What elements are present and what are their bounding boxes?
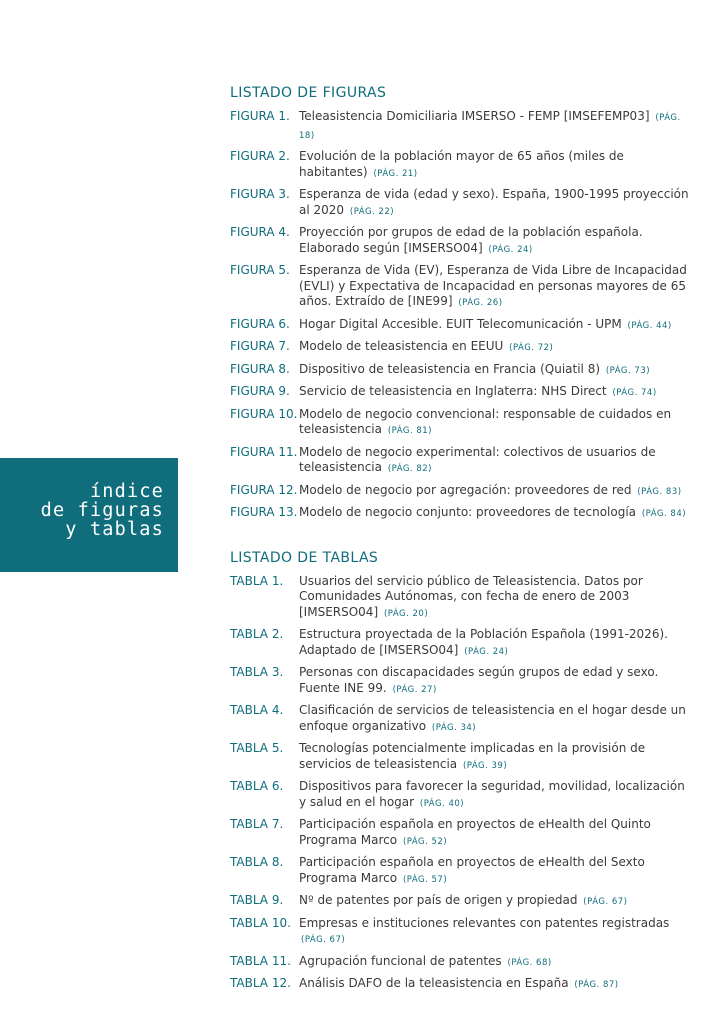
- tables-heading: LISTADO DE TABLAS: [230, 549, 379, 566]
- figure-entry-page-ref: (PÁG. 82): [387, 464, 432, 474]
- figure-entry-caption: [299, 317, 690, 335]
- figure-entry-label: FIGURA 11.: [230, 444, 298, 459]
- table-entry-page-ref: (PÁG. 68): [507, 957, 552, 968]
- figure-entry: [230, 317, 690, 335]
- table-entry-caption: [299, 574, 690, 623]
- figure-entry-page-ref: (PÁG. 18): [299, 113, 681, 141]
- figure-entry-text: Modelo de negocio convencional: responsable de cuidados en teleasistencia: [299, 406, 672, 436]
- table-entry: [230, 741, 690, 774]
- figure-entry-label: FIGURA 10.: [230, 406, 298, 421]
- figures-heading: LISTADO DE FIGURAS: [230, 85, 387, 101]
- table-entry-caption: [299, 976, 690, 994]
- figure-entry-caption: [299, 339, 690, 357]
- figure-entry-caption: [299, 225, 690, 258]
- figure-entry-label: FIGURA 9.: [230, 384, 290, 398]
- index-content: [230, 84, 690, 999]
- figure-entry: [230, 445, 690, 478]
- figure-entry-page-ref: (PÁG. 21): [373, 168, 418, 179]
- table-entry: [230, 817, 690, 850]
- table-entry-caption: [299, 665, 690, 698]
- figure-entry-label: FIGURA 6.: [230, 316, 290, 331]
- figure-entry-label: FIGURA 5.: [230, 263, 290, 277]
- table-entry-label: TABLA 6.: [230, 779, 284, 793]
- table-entry-page-ref: (PÁG. 57): [402, 874, 448, 885]
- figure-entry-text: Hogar Digital Accesible. EUIT Telecomunicación - UPM: [299, 316, 622, 331]
- figures-list: [230, 109, 690, 523]
- table-entry-caption: [299, 855, 690, 888]
- table-entry-text: Estructura proyectada de la Población Española (1991-2026). Adaptado de [IMSERSO04]: [299, 627, 668, 657]
- figure-entry-page-ref: (PÁG. 74): [612, 388, 657, 398]
- figure-entry: [230, 149, 690, 182]
- section-title-line: índice: [89, 481, 164, 502]
- figure-entry-page-ref: (PÁG. 83): [637, 486, 682, 497]
- figure-entry-text: Esperanza de Vida (EV), Esperanza de Vida Libre de Incapacidad (EVLI) y Expectativa de Incapacidad en personas mayores de 65 años. Extraído de [INE99]: [299, 263, 687, 308]
- table-entry-page-ref: (PÁG. 34): [431, 722, 477, 733]
- figure-entry: [230, 225, 690, 258]
- table-entry-page-ref: (PÁG. 40): [419, 798, 465, 809]
- table-entry: [230, 916, 690, 949]
- figures-section: [230, 84, 690, 523]
- figure-entry-page-ref: (PÁG. 81): [387, 426, 432, 436]
- figure-entry-caption: [299, 445, 690, 478]
- table-entry-label: TABLA 8.: [230, 855, 284, 869]
- table-entry-label: TABLA 3.: [230, 665, 284, 679]
- figure-entry-text: Evolución de la población mayor de 65 años (miles de habitantes): [299, 149, 624, 179]
- figure-entry-label: FIGURA 2.: [230, 149, 290, 163]
- figure-entry-label: FIGURA 3.: [230, 187, 290, 201]
- figure-entry-caption: [299, 407, 690, 440]
- figure-entry-page-ref: (PÁG. 24): [488, 244, 533, 255]
- table-entry-text: Tecnologías potencialmente implicadas en la provisión de servicios de teleasistencia: [299, 741, 646, 771]
- figure-entry-label: FIGURA 12.: [230, 482, 298, 497]
- table-entry: [230, 779, 690, 812]
- table-entry-page-ref: (PÁG. 67): [301, 935, 346, 945]
- section-title-line: de figuras: [40, 500, 164, 521]
- figure-entry-text: Esperanza de vida (edad y sexo). España, 1900-1995 proyección al 2020: [299, 187, 689, 217]
- figure-entry-page-ref: (PÁG. 72): [509, 343, 554, 353]
- table-entry-page-ref: (PÁG. 20): [383, 608, 429, 619]
- table-entry: [230, 665, 690, 698]
- table-entry-label: TABLA 12.: [230, 976, 291, 990]
- figure-entry-label: FIGURA 4.: [230, 225, 290, 239]
- table-entry-page-ref: (PÁG. 27): [392, 684, 437, 695]
- table-entry-text: Participación española en proyectos de eHealth del Quinto Programa Marco: [299, 817, 651, 847]
- figure-entry-text: Servicio de teleasistencia en Inglaterra: NHS Direct: [299, 384, 607, 398]
- table-entry: [230, 855, 690, 888]
- figure-entry: [230, 407, 690, 440]
- tables-list: [230, 574, 690, 994]
- table-entry-label: TABLA 10.: [230, 915, 291, 930]
- table-entry-page-ref: (PÁG. 87): [574, 980, 619, 990]
- table-entry-text: Clasificación de servicios de teleasistencia en el hogar desde un enfoque organizativo: [299, 703, 686, 733]
- table-entry: [230, 976, 690, 994]
- table-entry-caption: [299, 893, 690, 911]
- table-entry-caption: [299, 779, 690, 812]
- table-entry: [230, 954, 690, 972]
- figure-entry-label: FIGURA 7.: [230, 339, 290, 353]
- figure-entry-text: Modelo de negocio experimental: colectivos de usuarios de teleasistencia: [299, 444, 656, 474]
- table-entry-text: Análisis DAFO de la teleasistencia en España: [299, 976, 569, 990]
- table-entry-text: Personas con discapacidades según grupos de edad y sexo. Fuente INE 99.: [299, 665, 659, 695]
- figure-entry-caption: [299, 263, 690, 312]
- table-entry: [230, 627, 690, 660]
- figure-entry-page-ref: (PÁG. 26): [458, 298, 503, 308]
- table-entry-page-ref: (PÁG. 67): [583, 897, 628, 907]
- table-entry-text: Participación española en proyectos de eHealth del Sexto Programa Marco: [299, 855, 645, 885]
- table-entry-page-ref: (PÁG. 24): [464, 646, 509, 657]
- table-entry: [230, 893, 690, 911]
- table-entry-label: TABLA 7.: [230, 817, 284, 831]
- table-entry-text: Nº de patentes por país de origen y propiedad: [299, 893, 578, 907]
- figure-entry-caption: [299, 483, 690, 501]
- figure-entry-text: Teleasistencia Domiciliaria IMSERSO - FEMP [IMSEFEMP03]: [299, 109, 650, 123]
- figure-entry-page-ref: (PÁG. 84): [641, 509, 687, 519]
- section-tab: [0, 458, 178, 572]
- figure-entry: [230, 505, 690, 523]
- figure-entry: [230, 362, 690, 380]
- figure-entry-caption: [299, 384, 690, 402]
- figure-entry-label: FIGURA 8.: [230, 361, 290, 376]
- table-entry-text: Usuarios del servicio público de Teleasistencia. Datos por Comunidades Autónomas, con fecha de enero de 2003 [IMSERSO04]: [299, 573, 643, 619]
- figure-entry-page-ref: (PÁG. 73): [605, 365, 651, 376]
- figure-entry-text: Proyección por grupos de edad de la población española. Elaborado según [IMSERSO04]: [299, 225, 643, 255]
- figure-entry-page-ref: (PÁG. 44): [627, 320, 672, 331]
- figure-entry-caption: [299, 187, 690, 220]
- figure-entry: [230, 483, 690, 501]
- table-entry-caption: [299, 817, 690, 850]
- figure-entry: [230, 263, 690, 312]
- table-entry: [230, 703, 690, 736]
- table-entry-label: TABLA 2.: [230, 627, 284, 641]
- figure-entry-caption: [299, 505, 690, 523]
- figure-entry-caption: [299, 362, 690, 380]
- table-entry-caption: [299, 954, 690, 972]
- figure-entry: [230, 339, 690, 357]
- table-entry-label: TABLA 1.: [230, 573, 284, 588]
- section-title-line: y tablas: [65, 519, 164, 540]
- table-entry-label: TABLA 5.: [230, 741, 284, 755]
- table-entry-label: TABLA 4.: [230, 703, 284, 717]
- figure-entry-text: Dispositivo de teleasistencia en Francia (Quiatil 8): [299, 361, 601, 376]
- figure-entry: [230, 384, 690, 402]
- figure-entry-text: Modelo de negocio conjunto: proveedores de tecnología: [299, 505, 637, 519]
- table-entry-caption: [299, 627, 690, 660]
- table-entry-label: TABLA 11.: [230, 953, 291, 968]
- table-entry-caption: [299, 916, 690, 949]
- table-entry-text: Dispositivos para favorecer la seguridad, movilidad, localización y salud en el hogar: [299, 779, 685, 809]
- figure-entry-caption: [299, 149, 690, 182]
- tables-section: [230, 549, 690, 994]
- figure-entry-text: Modelo de negocio por agregación: proveedores de red: [299, 482, 632, 497]
- table-entry-page-ref: (PÁG. 52): [402, 836, 448, 847]
- table-entry-label: TABLA 9.: [230, 893, 284, 907]
- table-entry-page-ref: (PÁG. 39): [462, 760, 508, 771]
- section-title: [41, 482, 164, 539]
- table-entry-text: Empresas e instituciones relevantes con patentes registradas: [299, 915, 670, 930]
- figure-entry-label: FIGURA 1.: [230, 109, 290, 123]
- table-entry-text: Agrupación funcional de patentes: [299, 953, 502, 968]
- table-entry-caption: [299, 703, 690, 736]
- figure-entry: [230, 187, 690, 220]
- figure-entry-page-ref: (PÁG. 22): [349, 206, 395, 217]
- table-entry-caption: [299, 741, 690, 774]
- figure-entry-label: FIGURA 13.: [230, 505, 298, 519]
- figure-entry-text: Modelo de teleasistencia en EEUU: [299, 339, 504, 353]
- table-entry: [230, 574, 690, 623]
- figure-entry-caption: [299, 109, 690, 144]
- figure-entry: [230, 109, 690, 144]
